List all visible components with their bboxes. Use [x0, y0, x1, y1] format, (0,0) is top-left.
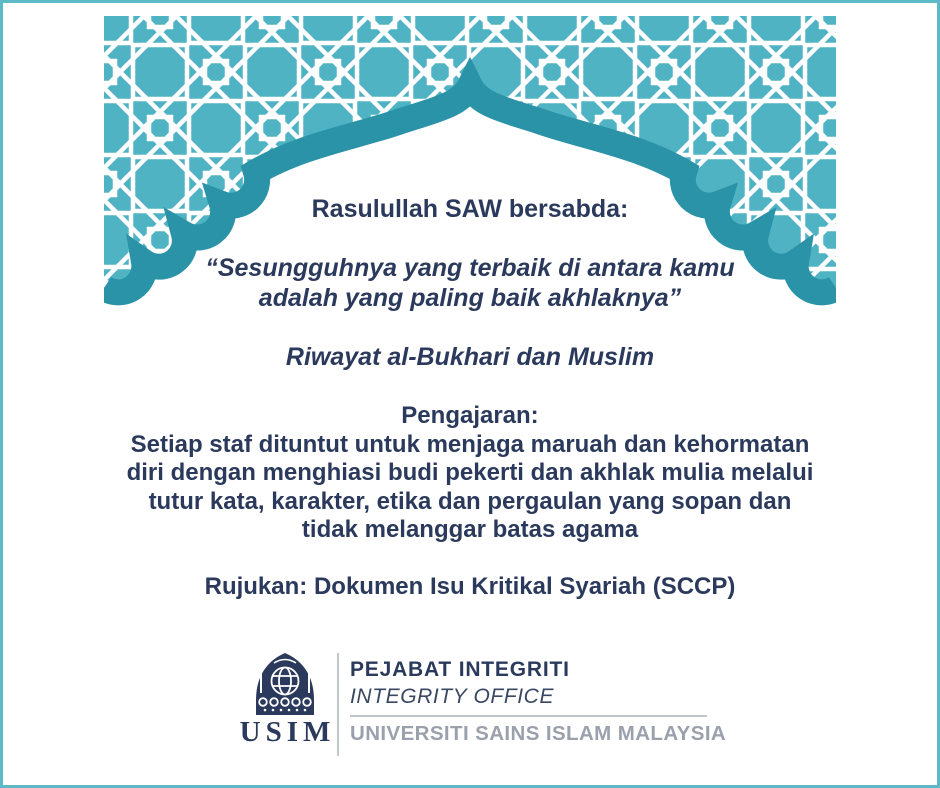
logo-text-block — [339, 651, 727, 746]
dome-icon — [243, 651, 327, 715]
lesson-line-3: tutur kata, karakter, etika dan pergaulan yang sopan dan — [148, 487, 792, 515]
hadith-source: Riwayat al-Bukhari dan Muslim — [285, 343, 655, 371]
quote-line-2: adalah yang paling baik akhlaknya” — [258, 284, 682, 312]
usim-logo — [237, 651, 727, 756]
dept-name-malay: PEJABAT INTEGRITI — [350, 658, 570, 681]
intro-text: Rasulullah SAW bersabda: — [311, 195, 629, 223]
lesson-line-2: diri dengan menghiasi budi pekerti dan akhlak mulia melalui — [126, 459, 814, 486]
university-name: UNIVERSITI SAINS ISLAM MALAYSIA — [350, 722, 727, 745]
usim-emblem — [237, 651, 336, 749]
hadith-quote — [3, 253, 937, 313]
logo-divider-line — [350, 715, 707, 717]
lesson-block — [3, 402, 937, 545]
usim-acronym: USIM — [239, 716, 336, 748]
dept-name-english: INTEGRITY OFFICE — [350, 685, 555, 708]
lesson-line-4: tidak melanggar batas agama — [301, 516, 639, 543]
lesson-title: Pengajaran: — [401, 402, 539, 429]
quote-line-1: “Sesungguhnya yang terbaik di antara kamu — [205, 254, 735, 282]
lesson-line-1: Setiap staf dituntut untuk menjaga maruah dan kehormatan — [130, 430, 810, 458]
reference-text: Rujukan: Dokumen Isu Kritikal Syariah (SCCP) — [204, 573, 736, 600]
